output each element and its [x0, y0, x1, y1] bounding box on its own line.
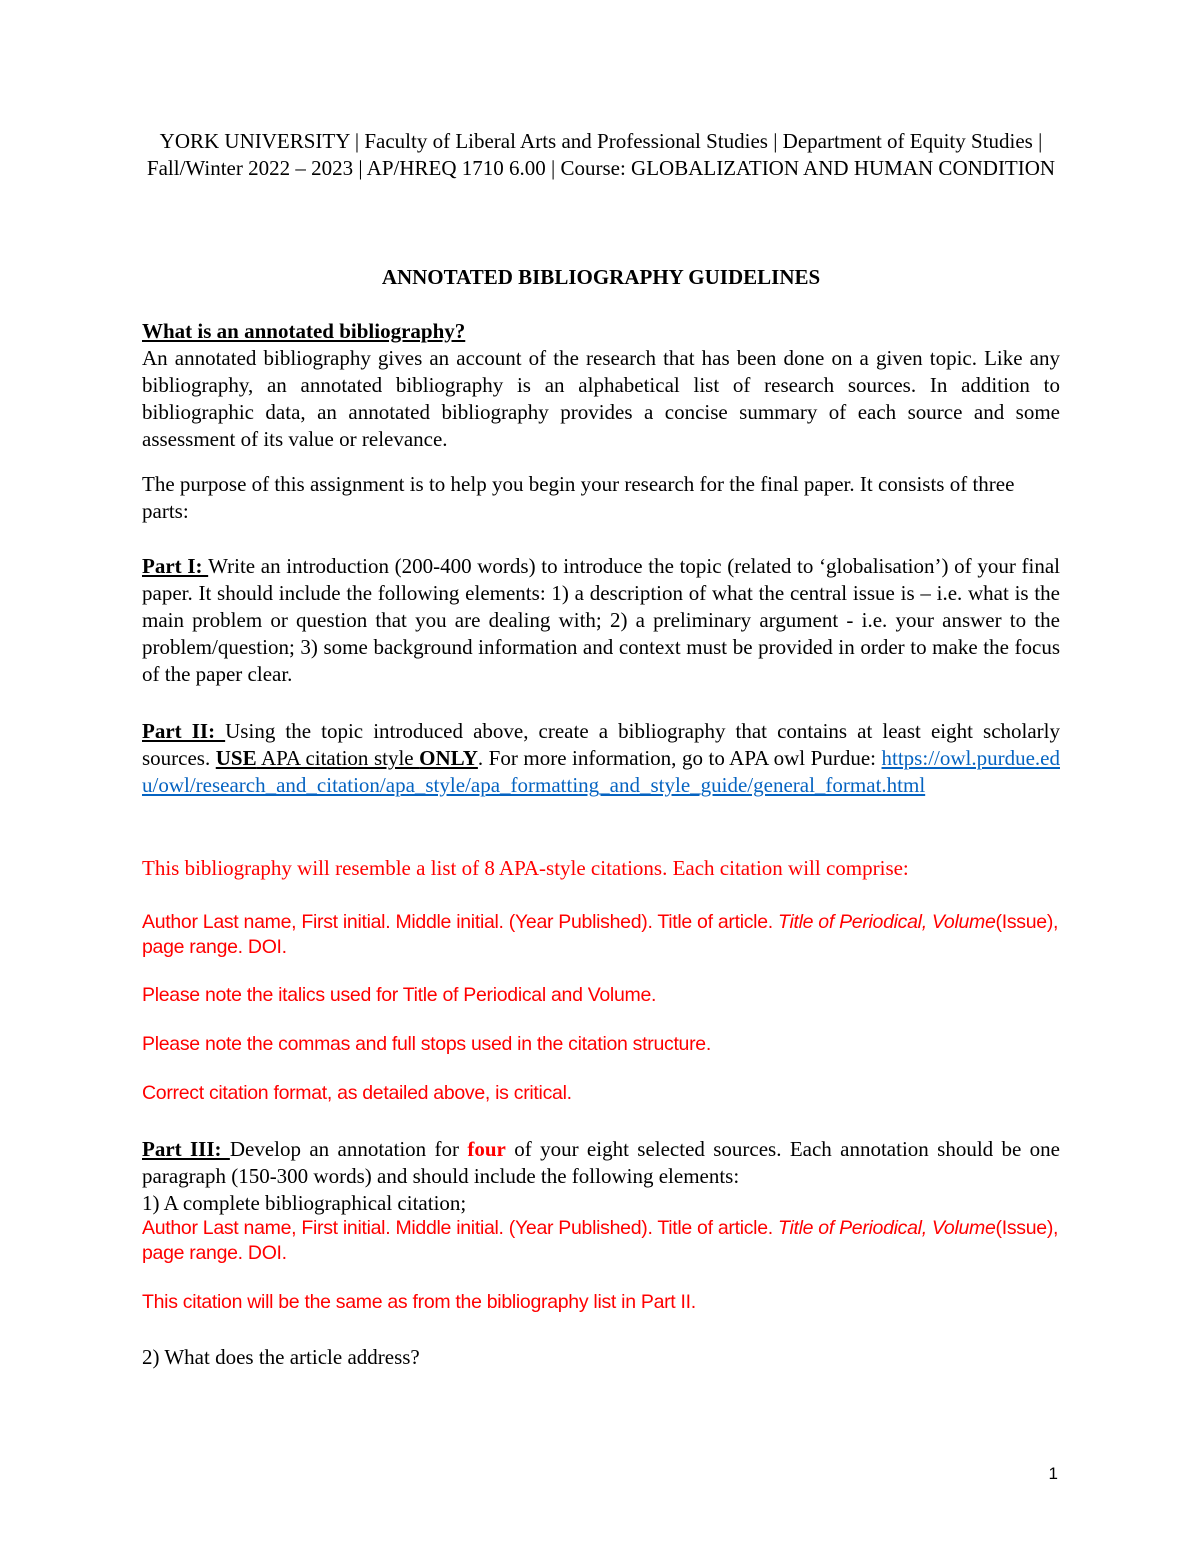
what-is-body: An annotated bibliography gives an account of the research that has been done on a given topic. Like any bibliography, an annotated bibliography is an alphabetical list of research sources. In addition to bibliographic data, an annotated bibliography provides a concise summary of each source and some assessment of its value or relevance. — [142, 346, 1060, 451]
same-citation-note: This citation will be the same as from the bibliography list in Part II. — [142, 1291, 696, 1313]
part-three-item-two: 2) What does the article address? — [142, 1345, 420, 1369]
citation-template-periodical: Title of Periodical, Volume — [778, 911, 996, 933]
four-emphasis: four — [467, 1137, 506, 1161]
document-title: ANNOTATED BIBLIOGRAPHY GUIDELINES — [381, 265, 821, 289]
citation-template-repeat-end: (Issue), page range. DOI. — [142, 1217, 1059, 1264]
part-two-paragraph — [142, 718, 1060, 799]
apa-owl-purdue-link[interactable]: https://owl.purdue.edu/owl/research_and_citation/apa_style/apa_formatting_and_style_guide/general_format.html — [142, 746, 1060, 797]
critical-note: Correct citation format, as detailed above, is critical. — [142, 1082, 572, 1104]
purpose-paragraph: The purpose of this assignment is to help you begin your research for the final paper. It consists of three parts: — [142, 472, 1015, 523]
part-one-text: Write an introduction (200-400 words) to introduce the topic (related to ‘globalisation’) of your final paper. It should include the following elements: 1) a description of what the central issue is – i.e. what is the main problem or question that you are dealing with; 2) a preliminary argument - i.e. your answer to the problem/question; 3) some background information and context must be provided in order to make the focus of the paper clear. — [142, 554, 1060, 686]
citation-template-end: (Issue), page range. DOI. — [142, 911, 1059, 958]
part-two-label: Part II: — [142, 719, 226, 743]
only-emphasis: ONLY — [419, 746, 478, 770]
citation-template-repeat — [142, 1216, 1060, 1266]
bibliography-note: This bibliography will resemble a list of 8 APA-style citations. Each citation will comprise: — [142, 856, 909, 880]
course-header: YORK UNIVERSITY | Faculty of Liberal Arts and Professional Studies | Department of Equity Studies | Fall/Winter 2022 – 2023 | AP/HREQ 1710 6.00 | Course: GLOBALIZATION AND HUMAN CONDITION — [146, 129, 1056, 180]
apa-style-emphasis: APA citation style — [256, 746, 420, 770]
part-three-text-continued: of your eight selected sources. Each annotation should be one paragraph (150-300 words) and should include the following elements: — [142, 1137, 1061, 1188]
citation-template-repeat-start: Author Last name, First initial. Middle initial. (Year Published). Title of article. — [142, 1217, 778, 1239]
part-one-paragraph — [142, 553, 1060, 688]
part-one-label: Part I: — [142, 554, 209, 578]
commas-note: Please note the commas and full stops used in the citation structure. — [142, 1033, 711, 1055]
use-emphasis: USE — [215, 746, 257, 770]
citation-template-repeat-periodical: Title of Periodical, Volume — [778, 1217, 996, 1239]
citation-template-start: Author Last name, First initial. Middle initial. (Year Published). Title of article. — [142, 911, 778, 933]
part-three-paragraph — [142, 1136, 1060, 1190]
what-is-heading: What is an annotated bibliography? — [142, 319, 466, 343]
italics-note: Please note the italics used for Title of Periodical and Volume. — [142, 984, 657, 1006]
citation-template — [142, 910, 1060, 960]
page-number: 1 — [1048, 1464, 1058, 1483]
part-three-label: Part III: — [142, 1137, 230, 1161]
part-two-text: Using the topic introduced above, create a bibliography that contains at least eight scholarly sources. — [142, 719, 1060, 770]
part-two-more-info: . For more information, go to APA owl Purdue: — [477, 746, 882, 770]
part-three-text: Develop an annotation for — [229, 1137, 468, 1161]
part-three-item-one: 1) A complete bibliographical citation; — [142, 1191, 467, 1215]
